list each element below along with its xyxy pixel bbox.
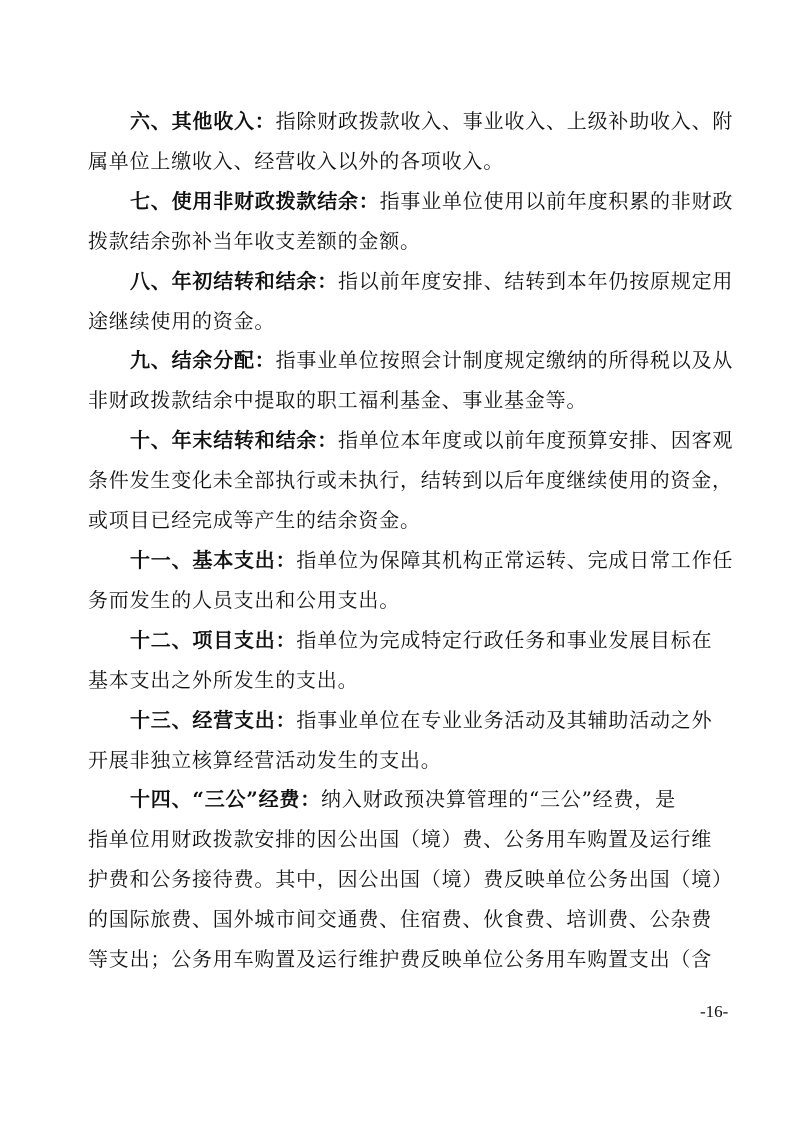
section-heading: 八、年初结转和结余： [130, 268, 338, 293]
document-body [88, 102, 743, 980]
paragraph-line [88, 780, 743, 820]
section-heading: 十三、经营支出： [130, 707, 297, 732]
paragraph-line [88, 142, 743, 182]
section-heading: 十一、基本支出： [130, 547, 297, 572]
section-heading: 十二、项目支出： [130, 627, 297, 652]
paragraph-line [88, 701, 743, 741]
paragraph-text: 指单位为保障其机构正常运转、完成日常工作任 [296, 547, 734, 572]
section-heading: 六、其他收入： [130, 109, 276, 133]
paragraph-text: 务而发生的人员支出和公用支出。 [88, 587, 400, 612]
paragraph-line [88, 541, 743, 581]
paragraph-text: 指事业单位在专业业务活动及其辅助活动之外 [296, 707, 713, 732]
paragraph-text: 指除财政拨款收入、事业收入、上级补助收入、附 [275, 109, 734, 133]
section-heading: 九、结余分配： [130, 348, 276, 373]
paragraph-line [88, 900, 743, 940]
paragraph-line [88, 182, 743, 222]
paragraph-text: 基本支出之外所发生的支出。 [88, 667, 359, 692]
paragraph-text: 指单位本年度或以前年度预算安排、因客观 [338, 428, 734, 453]
paragraph-line [88, 102, 743, 142]
paragraph-text: 指单位为完成特定行政任务和事业发展目标在 [296, 627, 713, 652]
paragraph-text: 非财政拨款结余中提取的职工福利基金、事业基金等。 [88, 388, 588, 413]
paragraph-line [88, 820, 743, 860]
paragraph-line [88, 461, 743, 501]
paragraph-line [88, 222, 743, 262]
paragraph-text: 的国际旅费、国外城市间交通费、住宿费、伙食费、培训费、公杂费 [88, 907, 712, 932]
paragraph-text: 指事业单位按照会计制度规定缴纳的所得税以及从 [275, 348, 734, 373]
paragraph-text: 指单位用财政拨款安排的因公出国（境）费、公务用车购置及运行维 [88, 827, 712, 852]
section-heading: 十、年末结转和结余： [130, 428, 338, 453]
paragraph-line [88, 741, 743, 781]
paragraph-line [88, 421, 743, 461]
paragraph-text: 纳入财政预决算管理的“三公”经费，是 [321, 787, 676, 812]
paragraph-line [88, 860, 743, 900]
section-heading: 十四、“三公”经费： [130, 787, 322, 812]
paragraph-line [88, 940, 743, 980]
paragraph-text: 开展非独立核算经营活动发生的支出。 [88, 747, 442, 772]
section-heading: 七、使用非财政拨款结余： [130, 188, 380, 213]
paragraph-line [88, 581, 743, 621]
page-number: -16- [700, 1002, 729, 1021]
paragraph-text: 护费和公务接待费。其中，因公出国（境）费反映单位公务出国（境） [88, 867, 733, 892]
paragraph-line [88, 302, 743, 342]
paragraph-text: 条件发生变化未全部执行或未执行，结转到以后年度继续使用的资金， [88, 468, 733, 493]
paragraph-text: 等支出；公务用车购置及运行维护费反映单位公务用车购置支出（含 [88, 947, 712, 972]
paragraph-text: 拨款结余弥补当年收支差额的金额。 [88, 228, 421, 253]
paragraph-line [88, 621, 743, 661]
paragraph-line [88, 661, 743, 701]
paragraph-text: 属单位上缴收入、经营收入以外的各项收入。 [88, 148, 504, 173]
paragraph-line [88, 381, 743, 421]
paragraph-text: 指以前年度安排、结转到本年仍按原规定用 [338, 268, 734, 293]
paragraph-line [88, 262, 743, 302]
paragraph-line [88, 501, 743, 541]
paragraph-text: 指事业单位使用以前年度积累的非财政 [379, 188, 734, 213]
paragraph-line [88, 341, 743, 381]
paragraph-text: 或项目已经完成等产生的结余资金。 [88, 508, 421, 533]
paragraph-text: 途继续使用的资金。 [88, 308, 276, 333]
